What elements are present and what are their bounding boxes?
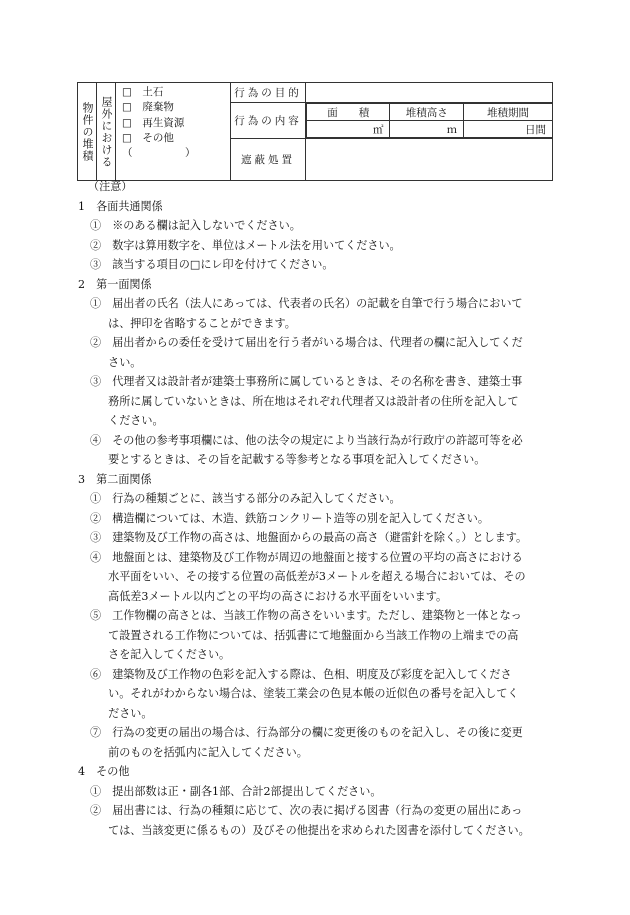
- option-recycled-resources[interactable]: □ 再生資源: [122, 116, 185, 129]
- note-line: ④ その他の参考事項欄には、他の法令の規定により当該行為が行政庁の許認可等を必: [90, 433, 523, 447]
- note-line: ② 構造欄については、木造、鉄筋コンクリート造等の別を記入してください。: [90, 511, 489, 525]
- purpose-field[interactable]: [306, 83, 553, 103]
- note-line: ② 届出書には、行為の種類に応じて、次の表に掲げる図書（行為の変更の届出にあっ: [90, 804, 523, 817]
- outdoor-storage-form-table: [77, 82, 553, 181]
- note-line: ② 届出者からの委任を受けて届出を行う者がいる場合は、代理者の欄に記入してくだ: [90, 336, 523, 349]
- note-line: 1 各面共通関係: [78, 199, 163, 213]
- note-line: ① 届出者の氏名（法人にあっては、代表者の氏名）の記載を自筆で行う場合において: [90, 297, 523, 310]
- col-height-header: 堆積高さ: [390, 104, 464, 121]
- note-line: 要とするときは、その旨を記載する等参考となる事項を記入してください。: [97, 453, 486, 466]
- option-other-specify: （ ）: [122, 147, 196, 160]
- purpose-label: 行為の目的: [231, 83, 306, 103]
- shield-label: 遮蔽処置: [231, 139, 306, 181]
- note-line: は、押印を省略することができます。: [97, 316, 296, 330]
- height-value-field[interactable]: ｍ: [390, 121, 464, 138]
- note-line: ⑤ 工作物欄の高さとは、当該工作物の高さをいいます。ただし、建築物と一体となっ: [90, 609, 522, 622]
- note-line: ① ※のある欄は記入しないでください。: [90, 219, 301, 232]
- note-line: ださい。: [97, 706, 153, 720]
- notes-section: [64, 177, 564, 840]
- note-line: い。それがわからない場合は、塗装工業会の色見本帳の近似色の番号を記入してく: [97, 687, 519, 700]
- area-value-field[interactable]: ㎡: [307, 121, 390, 138]
- content-label: 行為の内容: [231, 103, 306, 139]
- category-label-right: 屋外における: [100, 95, 113, 168]
- note-line: 前のものを括弧内に記入してください。: [97, 745, 308, 759]
- period-value-field[interactable]: 日間: [464, 121, 552, 138]
- content-grid-cell: [306, 103, 553, 139]
- note-line: ③ 建築物及び工作物の高さは、地盤面からの最高の高さ（避雷針を除く。）とします。: [90, 531, 528, 544]
- note-line: 水平面をいい、その接する位置の高低差が3メートルを超える場合においては、その: [97, 570, 526, 583]
- category-label-left: 物件の堆積: [81, 101, 94, 162]
- category-sublabel-cell: [97, 83, 116, 181]
- note-line: て設置される工作物については、括弧書にて地盤面から当該工作物の上端までの高: [97, 628, 519, 642]
- note-line: ください。: [97, 414, 164, 427]
- shield-field[interactable]: [306, 139, 553, 181]
- note-line: ③ 代理者又は設計者が建築士事務所に属しているときは、その名称を書き、建築士事: [90, 375, 523, 388]
- note-line: ⑥ 建築物及び工作物の色彩を記入する際は、色相、明度及び彩度を記入してくださ: [90, 667, 512, 681]
- note-line: ② 数字は算用数字を、単位はメートル法を用いてください。: [90, 238, 401, 252]
- notes-list: [64, 197, 564, 841]
- category-label-cell: [78, 83, 97, 181]
- option-soil-stone[interactable]: □ 土石: [122, 86, 164, 98]
- col-period-header: 堆積期間: [464, 104, 552, 121]
- material-options: [116, 83, 231, 181]
- note-line: 3 第二面関係: [78, 472, 152, 486]
- note-line: 務所に属していないときは、所在地はそれぞれ代理者又は設計者の住所を記入して: [97, 394, 519, 408]
- option-waste[interactable]: □ 廃棄物: [122, 101, 174, 114]
- col-area-header: 面 積: [307, 104, 390, 121]
- note-line: ては、当該変更に係るもの）及びその他提出を求められた図書を添付してください。: [97, 823, 530, 837]
- note-line: さを記入してください。: [97, 648, 231, 661]
- note-line: ① 行為の種類ごとに、該当する部分のみ記入してください。: [90, 492, 401, 505]
- note-line: ③ 該当する項目の□にレ印を付けてください。: [90, 258, 334, 271]
- note-line: 2 第一面関係: [78, 277, 152, 291]
- notes-heading: （注意）: [88, 180, 133, 193]
- note-line: ① 提出部数は正・副各1部、合計2部提出してください。: [90, 784, 382, 798]
- note-line: さい。: [97, 355, 142, 369]
- note-line: ⑦ 行為の変更の届出の場合は、行為部分の欄に変更後のものを記入し、その後に変更: [90, 726, 523, 739]
- note-line: 4 その他: [78, 765, 130, 778]
- content-grid: [306, 103, 552, 138]
- note-line: 高低差3メートル以内ごとの平均の高さにおける水平面をいいます。: [97, 589, 448, 603]
- option-other[interactable]: □ その他: [122, 131, 174, 144]
- note-line: ④ 地盤面とは、建築物及び工作物が周辺の地盤面と接する位置の平均の高さにおける: [90, 550, 523, 564]
